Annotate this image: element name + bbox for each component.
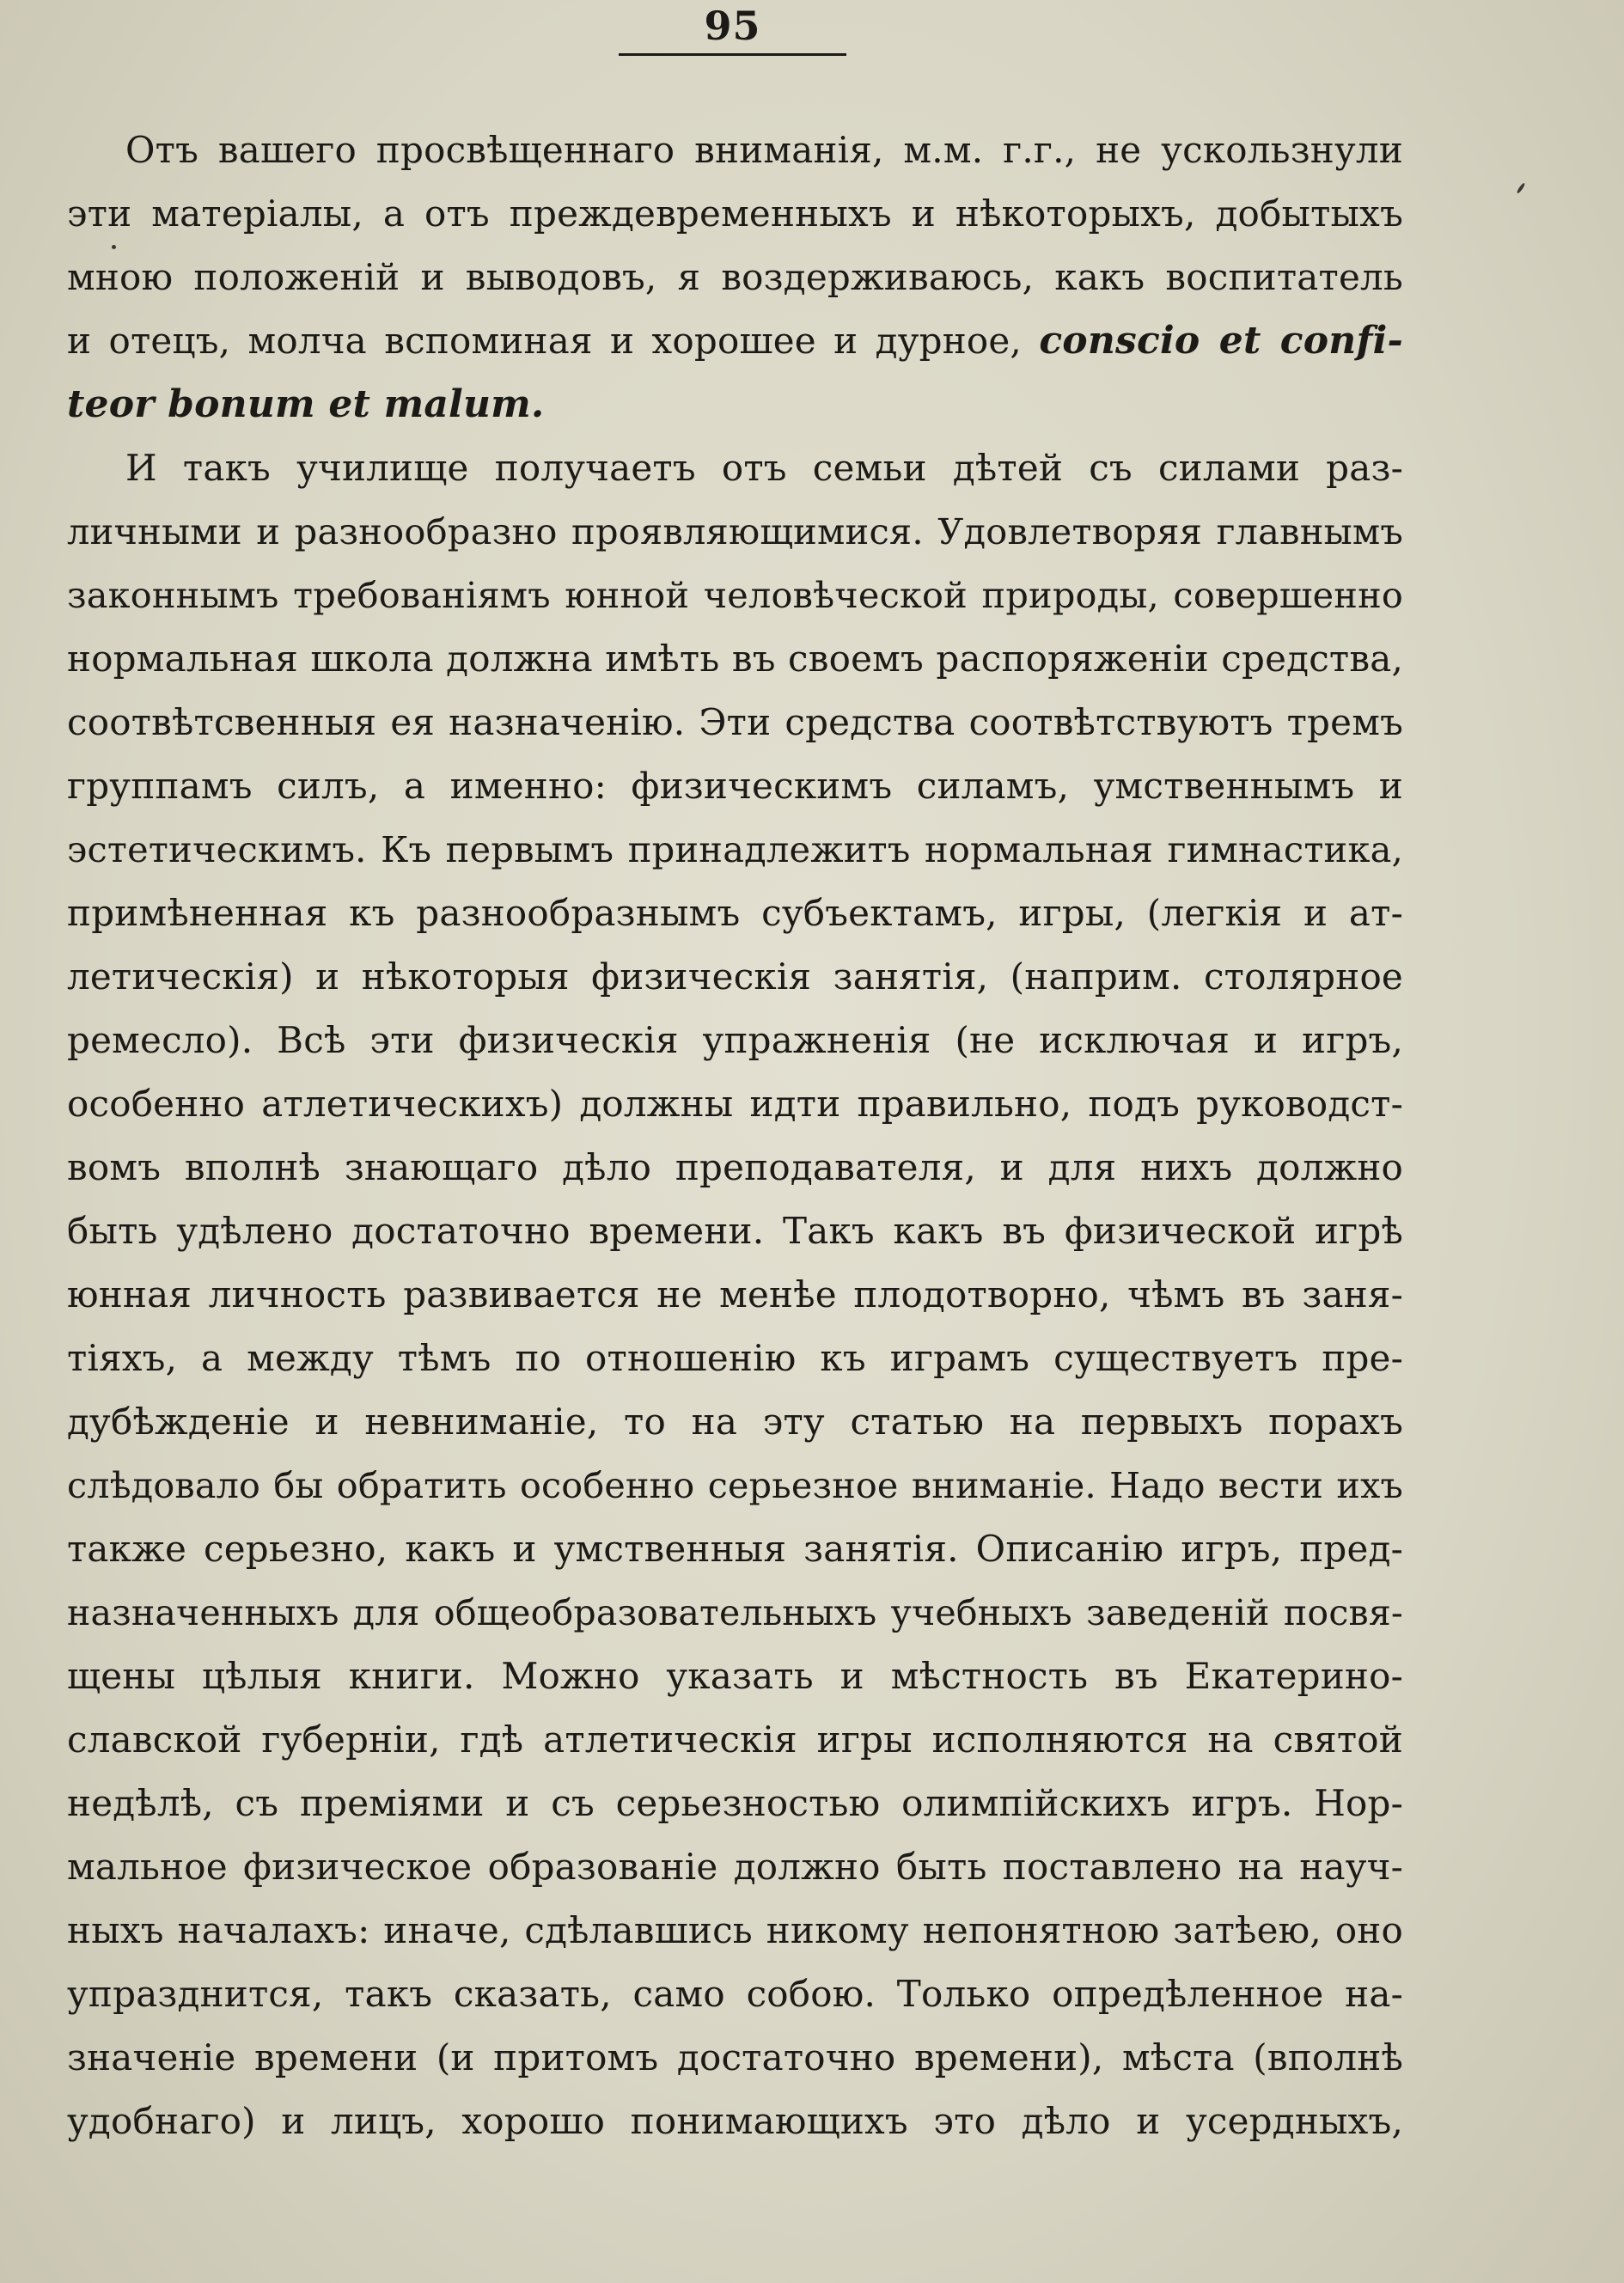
text-line [67, 1899, 1403, 1963]
text-line-content: законнымъ требованіямъ юнной человѣческой природы, совершенно [67, 575, 1403, 616]
text-line-content: значеніе времени (и притомъ достаточно времени), мѣста (вполнѣ [67, 2036, 1403, 2079]
text-line [67, 691, 1403, 754]
text-line-content: упразднится, такъ сказать, само собою. Только опредѣленное на- [67, 1973, 1403, 2015]
body-text [67, 119, 1403, 2153]
text-line-content: личными и разнообразно проявляющимися. Удовлетворяя главнымъ [67, 510, 1403, 552]
text-line-content: ремесло). Всѣ эти физическія упражненія (не исключая и игръ, [67, 1019, 1403, 1061]
text-line-content: удобнаго) и лицъ, хорошо понимающихъ это дѣло и усердныхъ, [67, 2100, 1403, 2142]
text-line-content: слѣдовало бы обратить особенно серьезное вниманіе. Надо вести ихъ [67, 1465, 1403, 1506]
text-line-content: нормальная школа должна имѣть въ своемъ распоряженіи средства, [67, 638, 1403, 680]
text-line-content: щены цѣлыя книги. Можно указать и мѣстность въ Екатерино- [67, 1655, 1403, 1697]
ink-speck [1516, 182, 1525, 194]
latin-quote: teor bonum et malum. [67, 382, 545, 426]
text-line-content: тіяхъ, а между тѣмъ по отношенію къ играмъ существуетъ пре- [67, 1337, 1403, 1379]
text-line [67, 1390, 1403, 1454]
text-line [67, 1136, 1403, 1199]
page-header [619, 0, 846, 56]
text-line [67, 564, 1403, 627]
text-line-content: Отъ вашего просвѣщеннаго вниманія, м.м. г.г., не ускользнули [125, 129, 1403, 171]
text-line-content: и отецъ, молча вспоминая и хорошее и дурное, [67, 320, 1022, 362]
text-line [67, 309, 1403, 373]
text-line [67, 2026, 1403, 2090]
text-line [67, 500, 1403, 564]
text-line [67, 246, 1403, 309]
text-line [67, 436, 1403, 500]
text-line-content: быть удѣлено достаточно времени. Такъ какъ въ физической игрѣ [67, 1210, 1403, 1252]
text-line [67, 1835, 1403, 1899]
text-line-content: летическія) и нѣкоторыя физическія занятія, (наприм. столярное [67, 955, 1403, 998]
text-line [67, 182, 1403, 246]
text-line [67, 1199, 1403, 1263]
text-line [67, 754, 1403, 818]
text-line [67, 1327, 1403, 1390]
text-line [67, 1009, 1403, 1072]
text-line-content: вомъ вполнѣ знающаго дѣло преподавателя, и для нихъ должно [67, 1146, 1403, 1188]
text-line-content: юнная личность развивается не менѣе плодотворно, чѣмъ въ заня- [67, 1273, 1403, 1315]
text-line [67, 1708, 1403, 1772]
text-line [67, 1963, 1403, 2026]
text-line-content: дубѣжденіе и невниманіе, то на эту статью на первыхъ порахъ [67, 1401, 1403, 1443]
header-rule [619, 53, 846, 56]
text-line [67, 1772, 1403, 1835]
text-line-content: назначенныхъ для общеобразовательныхъ учебныхъ заведеній посвя- [67, 1592, 1403, 1633]
text-line-content: И такъ училище получаетъ отъ семьи дѣтей съ силами раз- [125, 447, 1403, 489]
ink-speck [112, 245, 116, 249]
text-line [67, 1072, 1403, 1136]
text-line-content: недѣлѣ, съ преміями и съ серьезностью олимпійскихъ игръ. Нор- [67, 1782, 1403, 1824]
text-line-content: мною положеній и выводовъ, я воздерживаюсь, какъ воспитатель [67, 256, 1403, 298]
text-line-content: примѣненная къ разнообразнымъ субъектамъ, игры, (легкія и ат- [67, 892, 1403, 934]
text-line [67, 1454, 1403, 1517]
text-line [67, 1517, 1403, 1581]
text-line-content: группамъ силъ, а именно: физическимъ силамъ, умственнымъ и [67, 765, 1403, 807]
text-line-content: эстетическимъ. Къ первымъ принадлежитъ нормальная гимнастика, [67, 828, 1403, 870]
page-number: 95 [704, 3, 761, 49]
text-line-content: ныхъ началахъ: иначе, сдѣлавшись никому непонятною затѣею, оно [67, 1909, 1403, 1951]
text-line-content: славской губерніи, гдѣ атлетическія игры исполняются на святой [67, 1718, 1403, 1761]
text-line-content: эти матеріалы, а отъ преждевременныхъ и нѣкоторыхъ, добытыхъ [67, 192, 1403, 235]
text-line-content: мальное физическое образованіе должно быть поставлено на науч- [67, 1846, 1403, 1888]
text-line [67, 1645, 1403, 1708]
text-line [67, 945, 1403, 1009]
text-line-content: соотвѣтсвенныя ея назначенію. Эти средства соотвѣтствуютъ тремъ [67, 701, 1403, 743]
latin-quote: consсіо et confi- [1039, 319, 1403, 363]
text-line [67, 882, 1403, 945]
text-line [67, 119, 1403, 182]
text-line [67, 2090, 1403, 2153]
text-line [67, 373, 1403, 436]
text-line-content: особенно атлетическихъ) должны идти правильно, подъ руководст- [67, 1083, 1403, 1125]
text-line [67, 627, 1403, 691]
text-line [67, 818, 1403, 882]
text-line [67, 1263, 1403, 1327]
text-line [67, 1581, 1403, 1645]
text-line-content: также серьезно, какъ и умственныя занятія. Описанію игръ, пред- [67, 1528, 1403, 1570]
